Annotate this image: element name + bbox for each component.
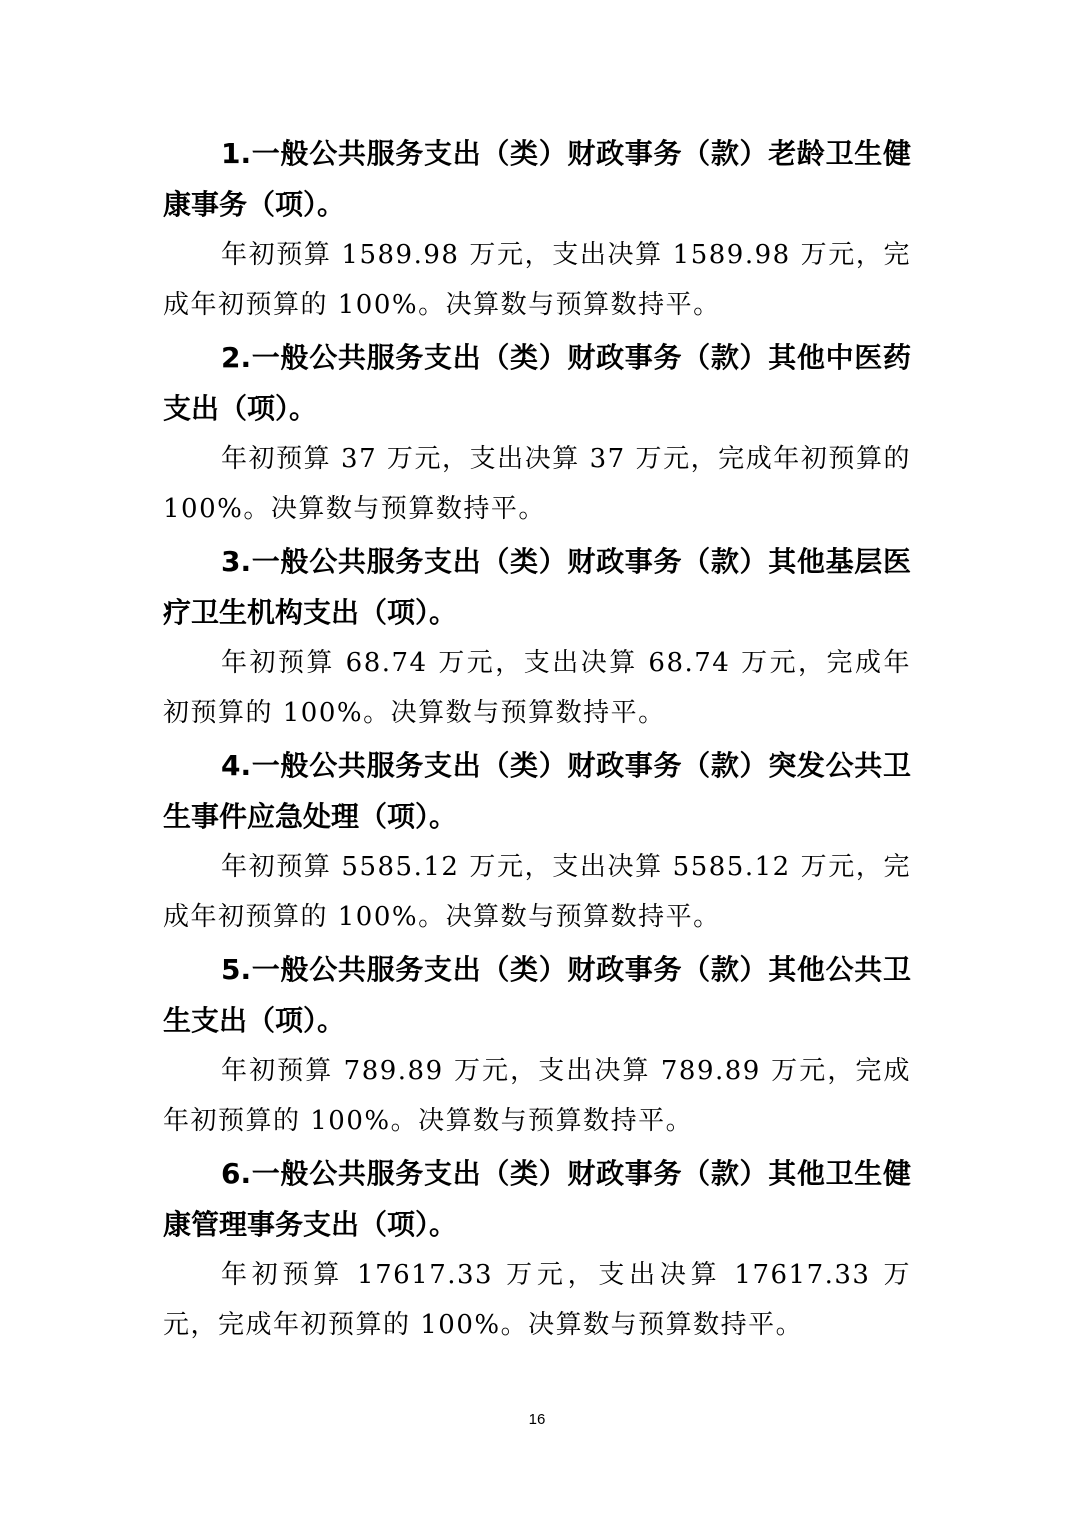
item-heading: 2.一般公共服务支出（类）财政事务（款）其他中医药支出（项）。	[163, 341, 911, 425]
expenditure-item-2	[163, 332, 911, 534]
expenditure-item-4	[163, 740, 911, 942]
item-heading: 3.一般公共服务支出（类）财政事务（款）其他基层医疗卫生机构支出（项）。	[163, 545, 911, 629]
item-body: 年初预算 68.74 万元，支出决算 68.74 万元，完成年初预算的 100%。决算数与预算数持平。	[163, 648, 911, 728]
item-body: 年初预算 1589.98 万元，支出决算 1589.98 万元，完成年初预算的 100%。决算数与预算数持平。	[163, 240, 911, 320]
item-heading: 1.一般公共服务支出（类）财政事务（款）老龄卫生健康事务（项）。	[163, 137, 911, 221]
expenditure-item-1	[163, 128, 911, 330]
expenditure-item-5	[163, 944, 911, 1146]
expenditure-item-6	[163, 1148, 911, 1350]
item-body: 年初预算 37 万元，支出决算 37 万元，完成年初预算的 100%。决算数与预算数持平。	[163, 444, 911, 524]
expenditure-item-3	[163, 536, 911, 738]
item-heading: 6.一般公共服务支出（类）财政事务（款）其他卫生健康管理事务支出（项）。	[163, 1157, 911, 1241]
item-body: 年初预算 789.89 万元，支出决算 789.89 万元，完成年初预算的 100%。决算数与预算数持平。	[163, 1056, 911, 1136]
item-heading: 4.一般公共服务支出（类）财政事务（款）突发公共卫生事件应急处理（项）。	[163, 749, 911, 833]
item-body: 年初预算 5585.12 万元，支出决算 5585.12 万元，完成年初预算的 100%。决算数与预算数持平。	[163, 852, 911, 932]
document-content	[163, 128, 911, 1352]
item-heading: 5.一般公共服务支出（类）财政事务（款）其他公共卫生支出（项）。	[163, 953, 911, 1037]
page-number: 16	[528, 1411, 546, 1428]
item-body: 年初预算 17617.33 万元，支出决算 17617.33 万元，完成年初预算的 100%。决算数与预算数持平。	[163, 1260, 911, 1340]
